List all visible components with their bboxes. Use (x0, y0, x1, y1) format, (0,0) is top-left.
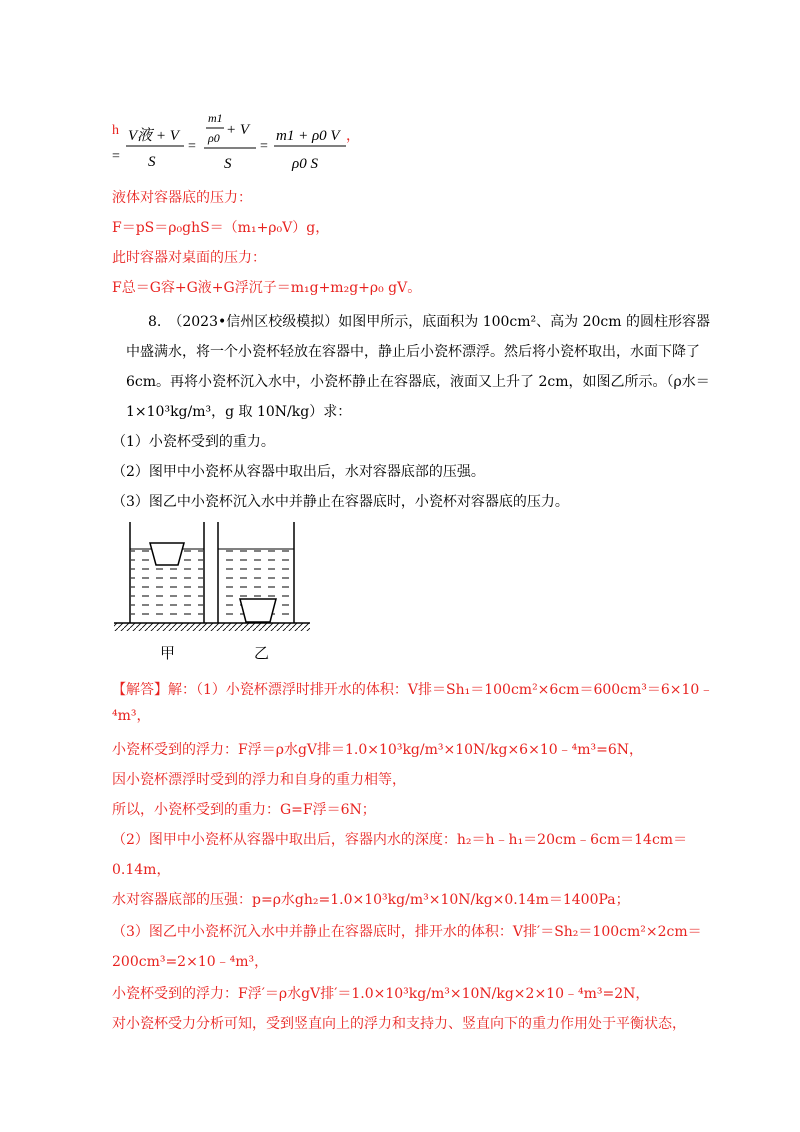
container-diagram (112, 520, 312, 660)
answer-line-7b: 200cm³=2×10﹣⁴m³， (112, 954, 269, 970)
figure-label-jia: 甲 (160, 644, 176, 662)
answer-line-5b: 0.14m， (112, 862, 171, 878)
container-yi (218, 522, 294, 623)
formula-h-label: h (112, 123, 119, 138)
frac1-numerator: V液 + V (128, 128, 179, 144)
question-line-1: 8. （2023•信州区校级模拟）如图甲所示，底面积为 100cm²、高为 20cm 的圆柱形容器 (148, 314, 710, 330)
answer-line-7: （3）图乙中小瓷杯沉入水中并静止在容器底时，排开水的体积：V排′＝Sh₂＝100cm²×2cm＝ (112, 924, 702, 940)
answer-line-2: 小瓷杯受到的浮力：F浮＝ρ水gV排＝1.0×10³kg/m³×10N/kg×6×10﹣⁴m³=6N， (112, 742, 644, 758)
svg-text:，: ， (346, 129, 360, 144)
frac2-denominator: S (224, 156, 232, 172)
answer-line-1b: ⁴m³， (112, 708, 151, 724)
question-part-1: （1）小瓷杯受到的重力。 (112, 434, 275, 450)
frac2-inner-denominator: ρ0 (208, 131, 220, 145)
answer-line-6: 水对容器底部的压强：p=ρ水gh₂=1.0×10³kg/m³×10N/kg×0.14m＝1400Pa； (112, 892, 630, 908)
figure-label-yi: 乙 (254, 644, 270, 662)
frac3-denominator: ρ0 S (292, 156, 318, 172)
prev-solution-line-1: 液体对容器底的压力： (112, 190, 252, 206)
question-line-2: 中盛满水，将一个小瓷杯轻放在容器中，静止后小瓷杯漂浮。然后将小瓷杯取出，水面下降了 (126, 344, 700, 360)
answer-line-8: 小瓷杯受到的浮力：F浮′＝ρ水gV排′＝1.0×10³kg/m³×10N/kg×2×10﹣⁴m³=2N， (112, 986, 650, 1002)
question-line-4: 1×10³kg/m³，g 取 10N/kg）求： (126, 404, 352, 420)
container-figure (112, 520, 312, 664)
question-part-3: （3）图乙中小瓷杯沉入水中并静止在容器底时，小瓷杯对容器底的压力。 (112, 494, 569, 510)
prev-solution-line-4: F总＝G容+G液+G浮沉子＝m₁g+m₂g+ρ₀ gV。 (112, 280, 422, 296)
svg-text:=: = (260, 139, 268, 154)
frac1-denominator: S (148, 154, 156, 170)
container-jia (130, 522, 204, 623)
frac2-inner-numerator: m1 (208, 111, 223, 125)
prev-solution-line-2: F＝pS＝ρ₀ghS＝（m₁+ρ₀V）g， (112, 220, 330, 236)
answer-line-1: 【解答】解：（1）小瓷杯漂浮时排开水的体积：V排＝Sh₁＝100cm²×6cm＝600cm³＝6×10﹣ (112, 682, 714, 698)
floating-cup (150, 543, 184, 565)
svg-text:=: = (112, 149, 120, 164)
height-formula (112, 108, 372, 178)
frac3-numerator: m1 + ρ0 V (276, 128, 340, 144)
prev-solution-line-3: 此时容器对桌面的压力： (112, 250, 266, 266)
table-surface (114, 623, 310, 631)
question-part-2: （2）图甲中小瓷杯从容器中取出后，水对容器底部的压强。 (112, 464, 485, 480)
svg-text:+ V: + V (226, 122, 250, 138)
answer-line-3: 因小瓷杯漂浮时受到的浮力和自身的重力相等， (112, 772, 406, 788)
svg-text:=: = (188, 139, 196, 154)
sunken-cup (240, 599, 276, 622)
question-line-3: 6cm。再将小瓷杯沉入水中，小瓷杯静止在容器底，液面又上升了 2cm，如图乙所示。（ρ水＝ (126, 374, 710, 390)
answer-line-5: （2）图甲中小瓷杯从容器中取出后，容器内水的深度：h₂＝h﹣h₁＝20cm﹣6cm＝14cm＝ (112, 832, 688, 848)
answer-line-9: 对小瓷杯受力分析可知，受到竖直向上的浮力和支持力、竖直向下的重力作用处于平衡状态， (112, 1016, 686, 1032)
answer-line-4: 所以，小瓷杯受到的重力：G=F浮＝6N； (112, 802, 376, 818)
